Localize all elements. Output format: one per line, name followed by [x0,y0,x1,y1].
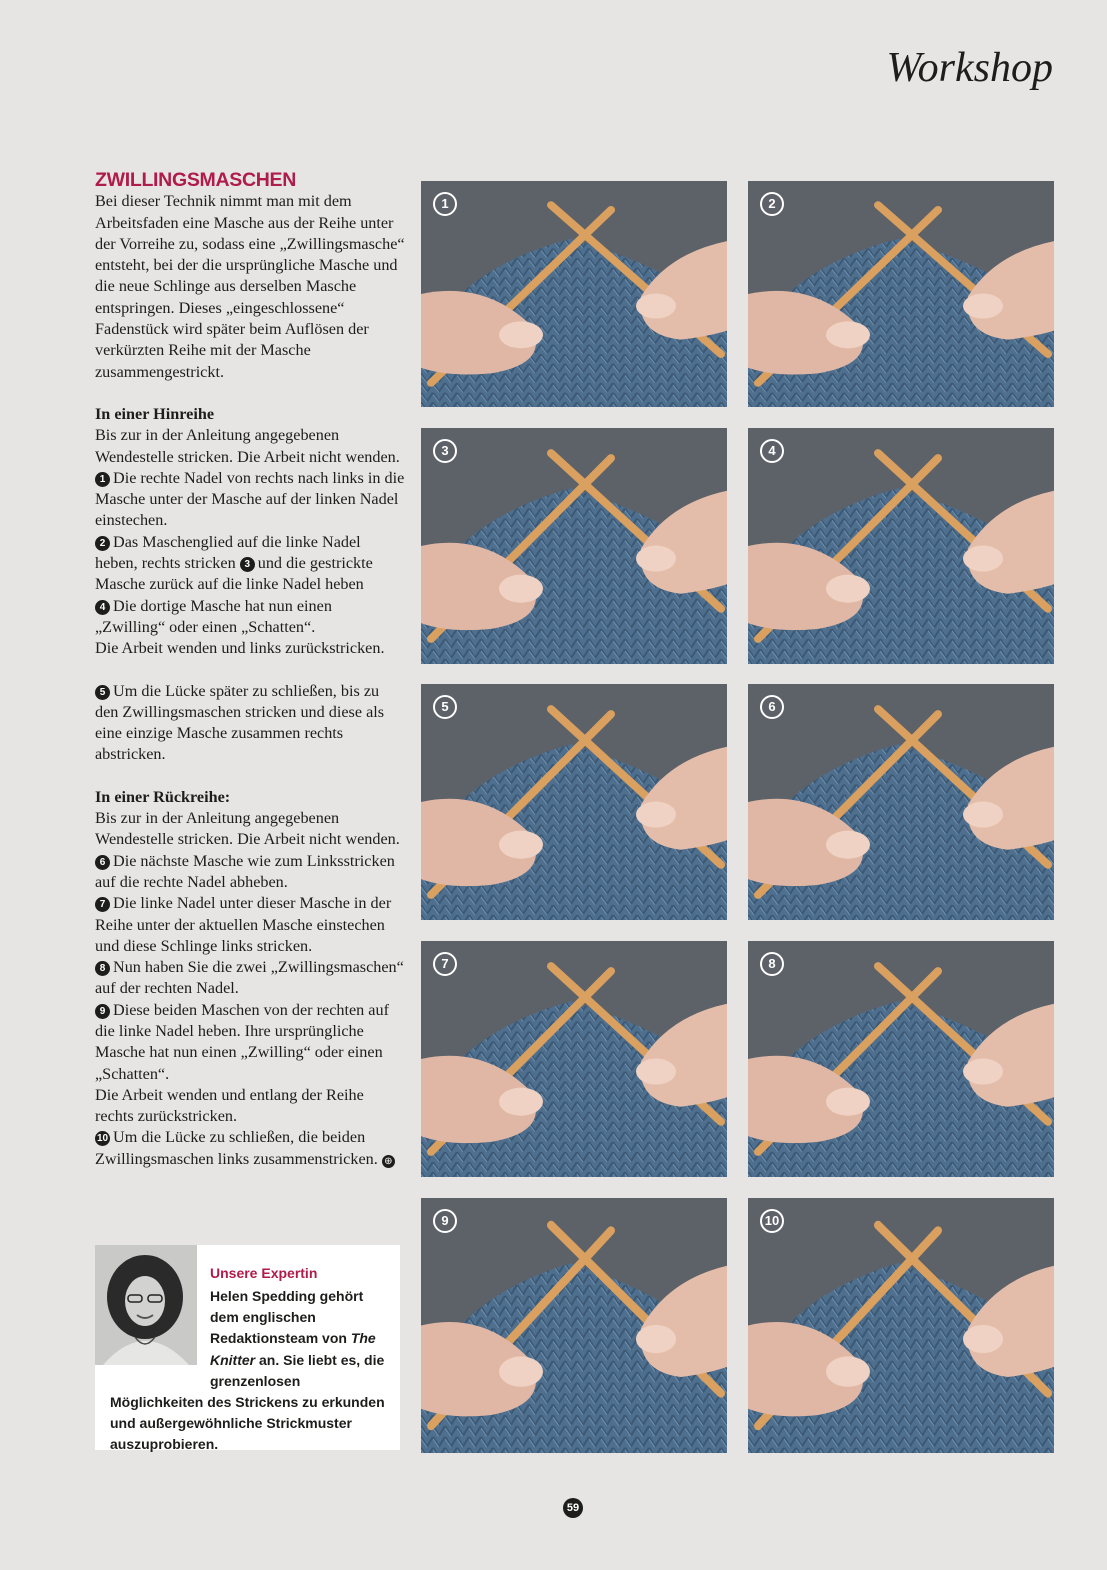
step-photo-6 [748,684,1054,920]
article-title: ZWILLINGSMASCHEN [95,169,297,191]
step-photo-2 [748,181,1054,407]
step-9-text: 9 Diese beiden Maschen von der rechten auf die linke Nadel heben. Ihre ursprüngliche Masche hat nun einen „Zwilling“ oder einen „Schatten“. [95,1000,389,1083]
article-intro: Bei dieser Technik nimmt man mit dem Arbeitsfaden eine Masche aus der Reihe unter der Vorreihe zu, sodass eine „Zwillingsmasche“ entsteht, bei der die ursprüngliche Masche und die neue Schlinge aus derselben Masche entspringen. Dieses „eingeschlossene“ Fadenstück wird später beim Auflösen der verkürzten Reihe mit der Masche zusammengestrickt. [95,192,405,381]
step-marker-3: 3 [240,557,255,572]
page-number: 59 [563,1498,583,1518]
step-marker-9: 9 [95,1004,110,1019]
step-marker-1: 1 [95,472,110,487]
step-photo-label: 1 [433,192,457,216]
rueckreihe-lead: Bis zur in der Anleitung angegebenen Wendestelle stricken. Die Arbeit nicht wenden. [95,809,400,849]
section-title: Workshop [886,45,1053,91]
magazine-name: The Knitter [210,1330,376,1368]
step-marker-5: 5 [95,685,110,700]
step-4-text: 4 Die dortige Masche hat nun einen „Zwilling“ oder einen „Schatten“. [95,596,332,636]
step-marker-10: 10 [96,1133,109,1145]
step-photo-8 [748,941,1054,1177]
rueckreihe-heading: In einer Rückreihe: [95,787,231,806]
step-marker-6: 6 [95,855,110,870]
step-photo-label: 5 [433,695,457,719]
step-photo-label: 6 [760,695,784,719]
end-mark-icon: ⊕ [382,1155,395,1168]
hinreihe-lead: Bis zur in der Anleitung angegebenen Wendestelle stricken. Die Arbeit nicht wenden. [95,426,400,466]
step-photo-label: 3 [433,439,457,463]
step-photo-9 [421,1198,727,1453]
step-photo-label: 4 [760,439,784,463]
step-photo-1 [421,181,727,407]
article-body [95,170,405,1170]
step-7-text: 7 Die linke Nadel unter dieser Masche in der Reihe unter der aktuellen Masche einstechen und diese Schlinge links stricken. [95,894,392,955]
expert-bio: Helen Spedding gehört dem englischen Redaktionsteam von The Knitter an. Sie liebt es, die grenzenlosen Möglichkeiten des Strickens zu erkunden und außergewöhnliche Strickmuster auszuprobieren. [110,1288,385,1453]
step-marker-8: 8 [95,961,110,976]
expert-box [95,1245,400,1453]
step-photo-4 [748,428,1054,664]
step-marker-4: 4 [95,600,110,615]
step-photo-label: 7 [433,952,457,976]
step-photo-label: 2 [760,192,784,216]
step-8-text: 8 Nun haben Sie die zwei „Zwillingsmaschen“ auf der rechten Nadel. [95,958,404,998]
step-photo-3 [421,428,727,664]
step-photo-label: 9 [433,1209,457,1233]
step-photo-5 [421,684,727,920]
hinreihe-after: Die Arbeit wenden und links zurückstricken. [95,639,385,658]
hinreihe-heading: In einer Hinreihe [95,404,215,423]
step-5-text: 5 Um die Lücke später zu schließen, bis zu den Zwillingsmaschen stricken und diese als eine einzige Masche zusammen rechts abstricken. [95,681,385,764]
step-6-text: 6 Die nächste Masche wie zum Linksstricken auf die rechte Nadel abheben. [95,851,395,891]
rueckreihe-after: Die Arbeit wenden und entlang der Reihe rechts zurückstricken. [95,1085,364,1126]
step-2-3-text: 2 Das Maschenglied auf die linke Nadel heben, rechts stricken 3 und die gestrickte Masche zurück auf die linke Nadel heben [95,532,373,594]
step-photo-7 [421,941,727,1177]
step-photo-label: 8 [760,952,784,976]
step-marker-7: 7 [95,897,110,912]
step-1-text: 1 Die rechte Nadel von rechts nach links in die Masche unter der Masche auf der linken Nadel einstechen. [95,468,405,530]
expert-title: Unsere Expertin [210,1265,318,1281]
step-marker-2: 2 [95,536,110,551]
step-photo-label: 10 [760,1209,784,1233]
step-photo-10 [748,1198,1054,1453]
step-10-text: 10 Um die Lücke zu schließen, die beiden Zwillingsmaschen links zusammenstricken. ⊕ [95,1127,405,1170]
